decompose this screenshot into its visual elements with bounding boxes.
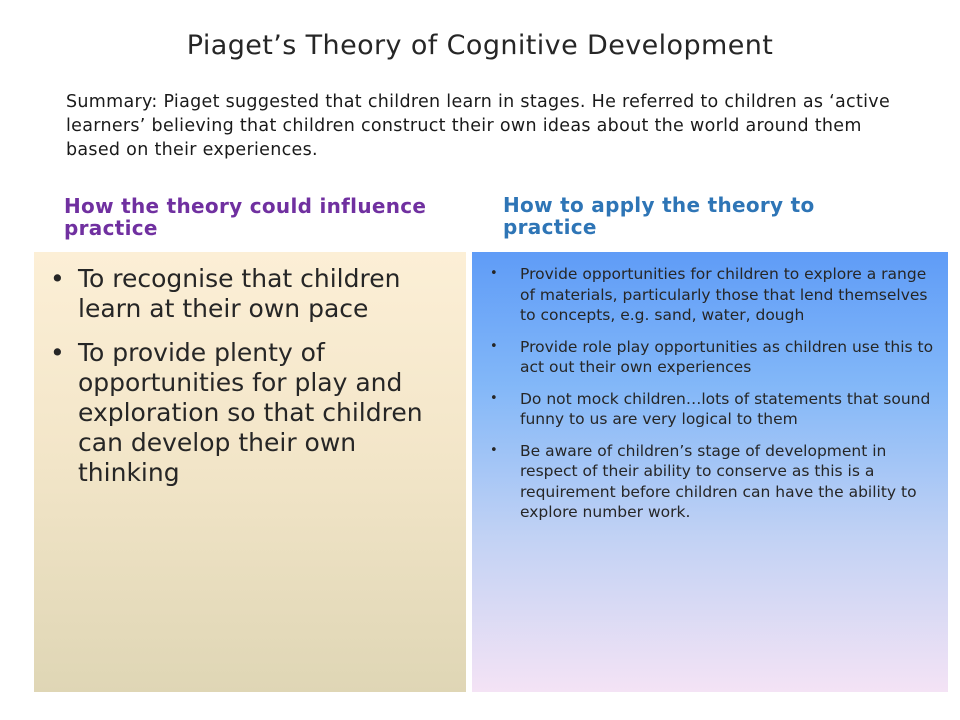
right-bullet-list: [482, 264, 934, 523]
right-content-panel: [472, 252, 948, 692]
left-bullet-list: [50, 264, 448, 488]
right-column-heading: How to apply the theory to practice: [503, 193, 815, 239]
summary-text: Summary: Piaget suggested that children learn in stages. He referred to children as ‘active learners’ believing that children construct their own ideas about the world around them based on their experiences.: [66, 92, 891, 160]
right-list-item-text: Do not mock children…lots of statements that sound funny to us are very logical to them: [520, 389, 931, 428]
slide-title: Piaget’s Theory of Cognitive Development: [186, 30, 774, 61]
right-list-item: [482, 441, 934, 523]
right-list-item: [482, 389, 934, 430]
left-list-item: [50, 338, 448, 488]
left-list-item-text: To provide plenty of opportunities for play and exploration so that children can develop their own thinking: [78, 338, 423, 487]
right-list-item: [482, 337, 934, 378]
right-list-item-text: Be aware of children’s stage of development in respect of their ability to conserve as this is a requirement before children can have the ability to explore number work.: [520, 441, 917, 521]
bullet-icon: •: [50, 338, 65, 367]
right-list-item-text: Provide opportunities for children to explore a range of materials, particularly those that lend themselves to concepts, e.g. sand, water, dough: [520, 265, 928, 324]
bullet-icon: •: [490, 266, 498, 281]
left-content-panel: [34, 252, 466, 692]
right-list-item: [482, 264, 934, 326]
bullet-icon: •: [50, 264, 65, 293]
left-list-item-text: To recognise that children learn at their own pace: [78, 264, 401, 323]
right-list-item-text: Provide role play opportunities as children use this to act out their own experiences: [520, 337, 934, 376]
left-column-heading: How the theory could influence practice: [64, 194, 427, 240]
bullet-icon: •: [490, 442, 498, 458]
bullet-icon: •: [490, 338, 498, 354]
left-list-item: [50, 264, 448, 324]
bullet-icon: •: [490, 390, 498, 406]
